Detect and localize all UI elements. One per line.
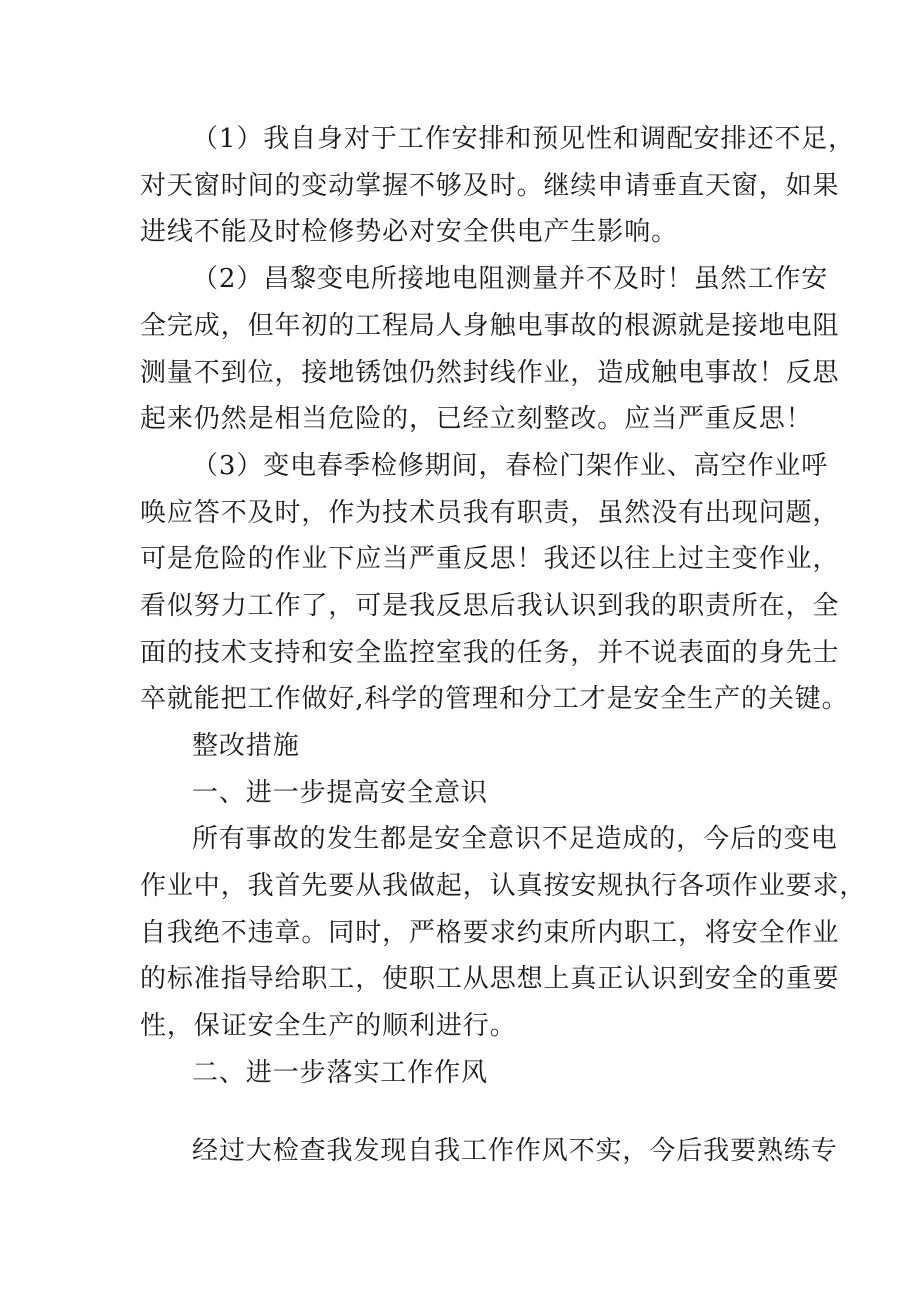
paragraph-1-line-2: 对天窗时间的变动掌握不够及时。继续申请垂直天窗，如果 xyxy=(140,171,840,201)
paragraph-5-line-1: 经过大检查我发现自我工作作风不实，今后我要熟练专 xyxy=(192,1136,838,1166)
paragraph-2-line-3: 测量不到位，接地锈蚀仍然封线作业，造成触电事故！反思 xyxy=(140,358,840,388)
paragraph-1-line-1: （1）我自身对于工作安排和预见性和调配安排还不足， xyxy=(192,124,856,154)
paragraph-3-line-1: （3）变电春季检修期间，春检门架作业、高空作业呼 xyxy=(192,451,829,481)
section-heading-measures: 整改措施 xyxy=(192,731,300,761)
subheading-work-style: 二、进一步落实工作作风 xyxy=(192,1058,488,1088)
paragraph-3-line-3: 可是危险的作业下应当严重反思！我还以往上过主变作业， xyxy=(140,544,840,574)
paragraph-3-line-2: 唤应答不及时，作为技术员我有职责，虽然没有出现问题， xyxy=(140,498,840,528)
paragraph-4-line-4: 的标准指导给职工，使职工从思想上真正认识到安全的重要 xyxy=(140,964,840,994)
paragraph-3-line-4: 看似努力工作了，可是我反思后我认识到我的职责所在，全 xyxy=(140,591,840,621)
subheading-safety-awareness: 一、进一步提高安全意识 xyxy=(192,778,488,808)
paragraph-2-line-1: （2）昌黎变电所接地电阻测量并不及时！虽然工作安 xyxy=(192,264,829,294)
paragraph-2-line-2: 全完成，但年初的工程局人身触电事故的根源就是接地电阻 xyxy=(140,311,840,341)
paragraph-3-line-5: 面的技术支持和安全监控室我的任务，并不说表面的身先士 xyxy=(140,638,840,668)
paragraph-1-line-3: 进线不能及时检修势必对安全供电产生影响。 xyxy=(140,217,679,247)
paragraph-4-line-2: 作业中，我首先要从我做起，认真按安规执行各项作业要求， xyxy=(140,871,867,901)
paragraph-3-line-6: 卒就能把工作做好,科学的管理和分工才是安全生产的关键。 xyxy=(140,684,849,714)
paragraph-4-line-3: 自我绝不违章。同时，严格要求约束所内职工，将安全作业 xyxy=(140,918,840,948)
paragraph-4-line-5: 性，保证安全生产的顺利进行。 xyxy=(140,1011,517,1041)
paragraph-4-line-1: 所有事故的发生都是安全意识不足造成的，今后的变电 xyxy=(192,824,838,854)
paragraph-2-line-4: 起来仍然是相当危险的，已经立刻整改。应当严重反思！ xyxy=(140,404,813,434)
